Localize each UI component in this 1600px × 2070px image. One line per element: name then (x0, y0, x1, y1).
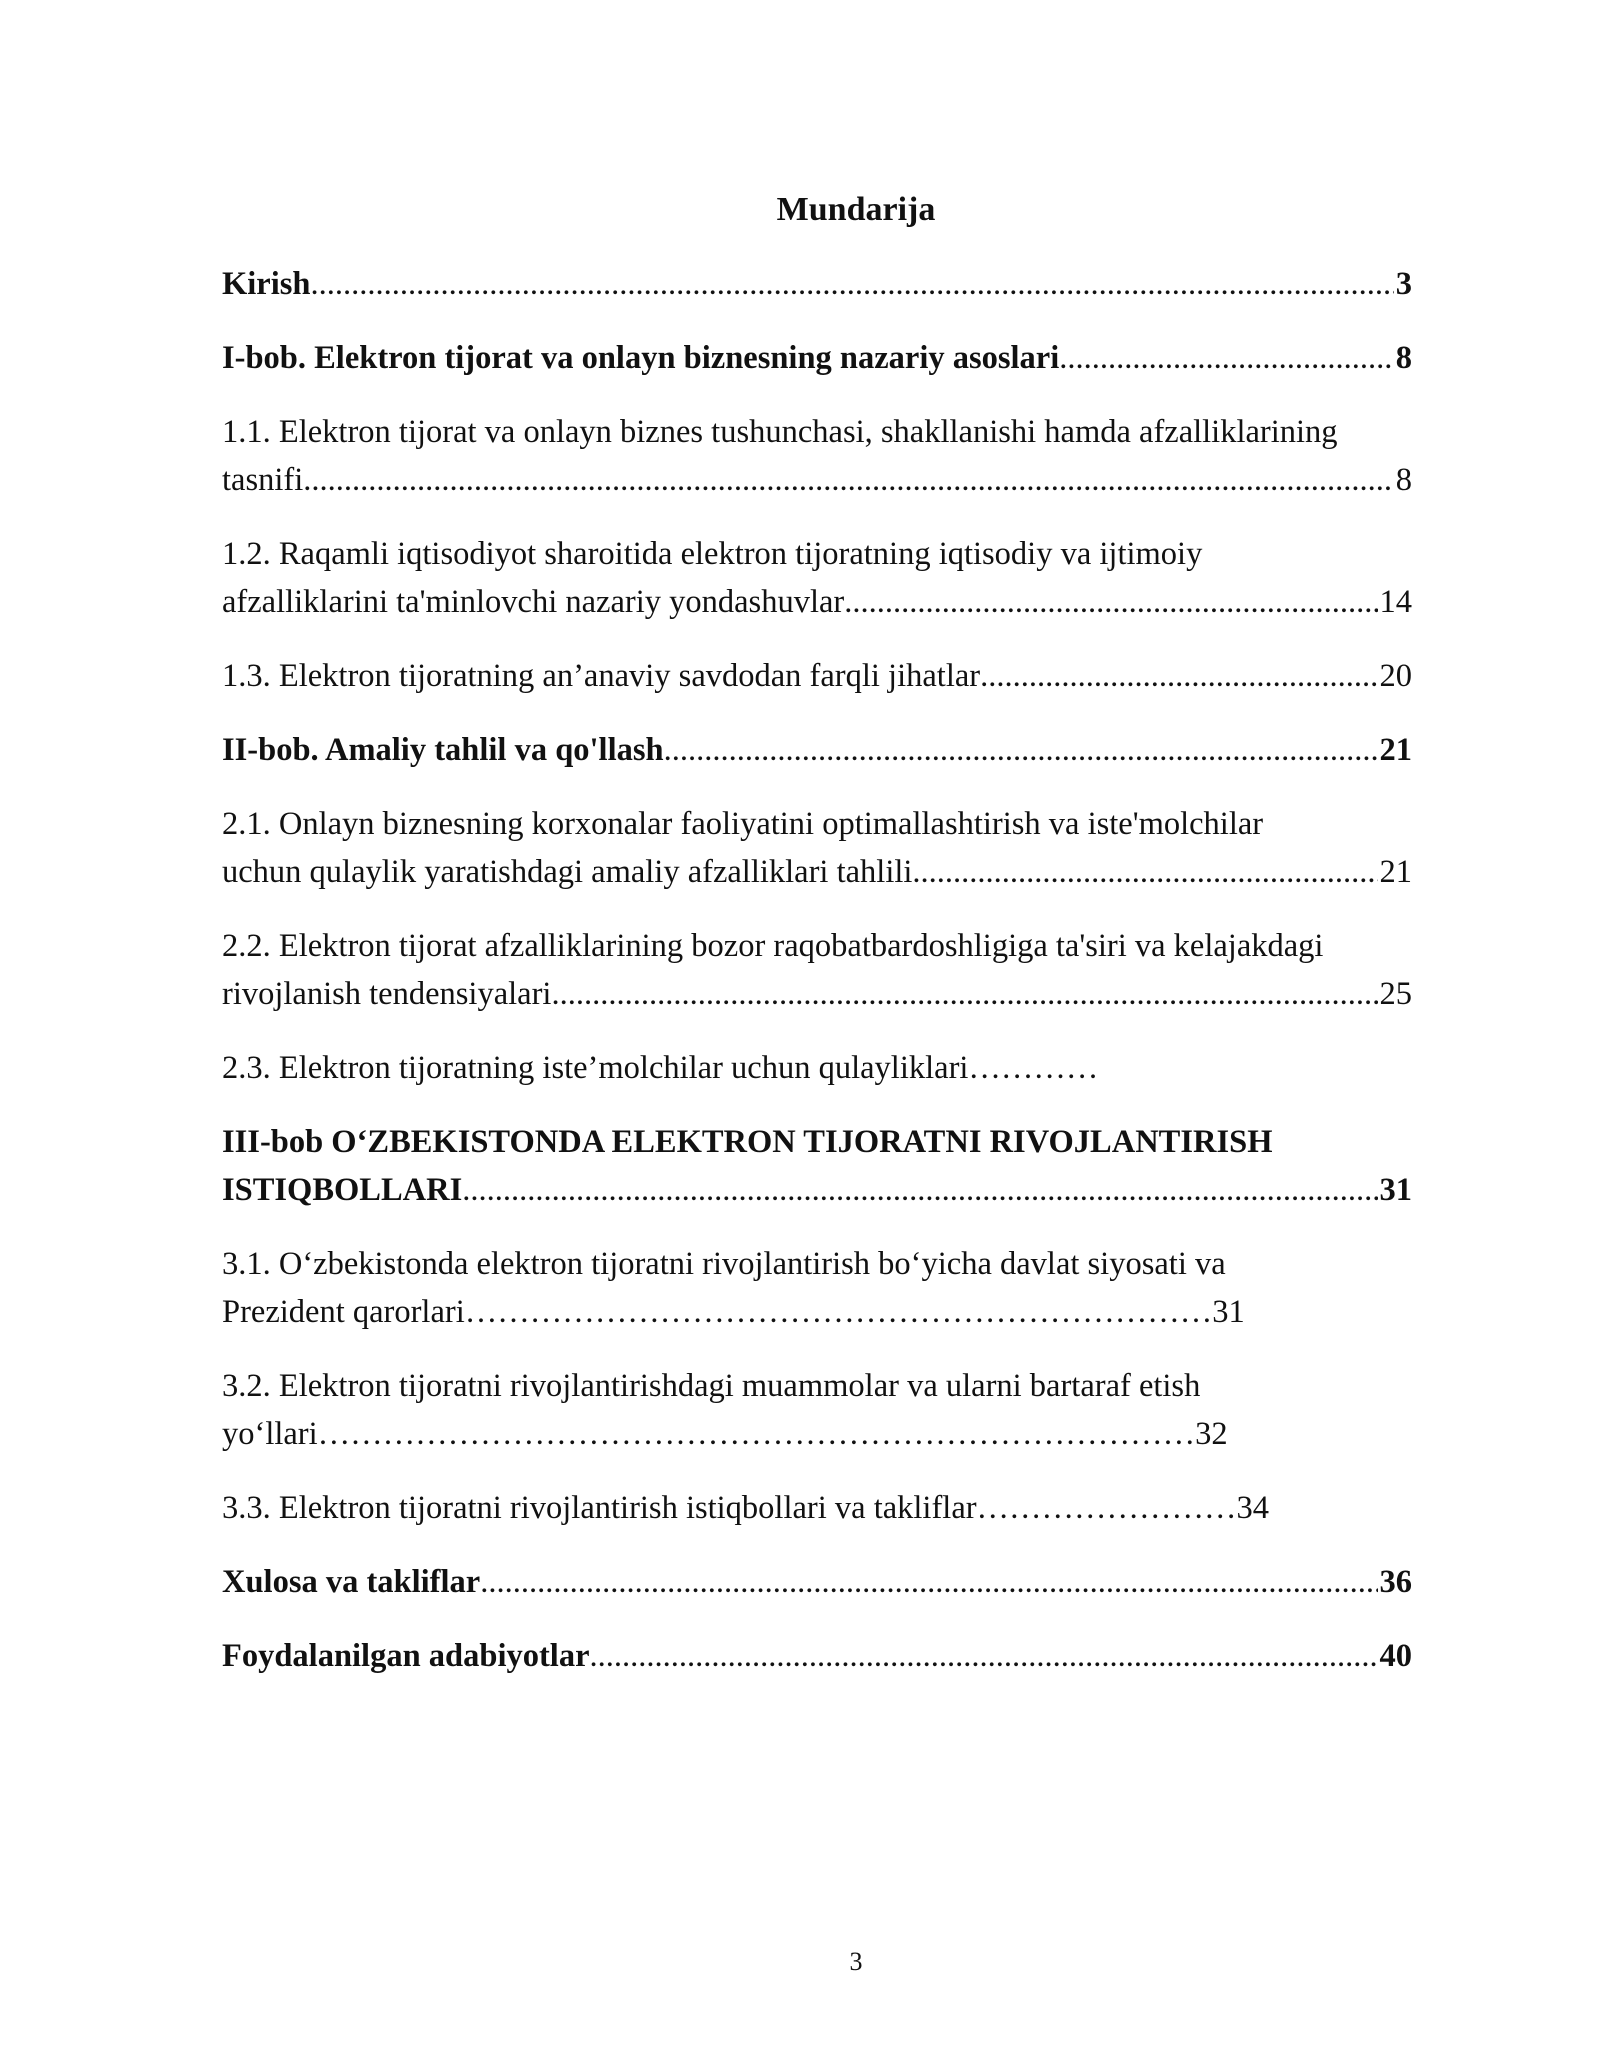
toc-entry-title: 1.3. Elektron tijoratning an’anaviy savdodan farqli jihatlar (222, 658, 981, 694)
toc-entry-title-line: III-bob O‘ZBEKISTONDA ELEKTRON TIJORATNI RIVOJLANTIRISH (222, 1124, 1273, 1160)
toc-entry[interactable] (222, 1044, 1482, 1092)
page-title: Mundarija (776, 191, 936, 228)
toc-entry-title: II-bob. Amaliy tahlil va qo'llash (222, 732, 664, 768)
toc-entry-title: 2.3. Elektron tijoratning iste’molchilar uchun qulayliklari………… (222, 1050, 1099, 1086)
toc-dot-leader (1059, 334, 1393, 382)
toc-page-number: 8 (1395, 462, 1412, 498)
toc-entry-line (222, 726, 1412, 774)
toc-entry-line (222, 260, 1412, 308)
toc-dot-leader (980, 652, 1377, 700)
toc-entry[interactable] (222, 652, 1482, 700)
toc-entry-title-line: 3.2. Elektron tijoratni rivojlantirishdagi muammolar va ularni bartaraf etish (222, 1368, 1201, 1404)
toc-entry-line (222, 456, 1412, 504)
toc-page-number: 21 (1379, 732, 1412, 768)
toc-page-number: 25 (1379, 976, 1412, 1012)
toc-page-number: 40 (1379, 1638, 1412, 1674)
toc-entry[interactable] (222, 408, 1482, 504)
toc-entry[interactable] (222, 1632, 1482, 1680)
toc-entry[interactable] (222, 726, 1482, 774)
toc-entry[interactable] (222, 1362, 1482, 1458)
toc-entry-line (222, 652, 1412, 700)
toc-entry-line (222, 1044, 1482, 1092)
toc-dot-leader (462, 1166, 1377, 1214)
toc-entry-title: Prezident qarorlari……………………………………………………………31 (222, 1294, 1245, 1330)
toc-dot-leader (844, 578, 1377, 626)
toc-entry-line (222, 578, 1412, 626)
toc-page-number: 21 (1379, 854, 1412, 890)
toc-entry-line (222, 334, 1412, 382)
toc-dot-leader (664, 726, 1378, 774)
toc-entry[interactable] (222, 260, 1482, 308)
toc-dot-leader (590, 1632, 1378, 1680)
toc-entry-line (222, 1288, 1482, 1336)
toc-dot-leader (912, 848, 1377, 896)
toc-entry-title: Xulosa va takliflar (222, 1564, 481, 1600)
toc-entry-title: 3.3. Elektron tijoratni rivojlantirish istiqbollari va takliflar……………………34 (222, 1490, 1270, 1526)
toc-entry-title-line: 1.1. Elektron tijorat va onlayn biznes tushunchasi, shakllanishi hamda afzalliklarining (222, 414, 1338, 450)
toc-entry[interactable] (222, 922, 1482, 1018)
toc-entry-line (222, 1558, 1412, 1606)
toc-entry[interactable] (222, 1240, 1482, 1336)
toc-entry-title: Foydalanilgan adabiyotlar (222, 1638, 590, 1674)
toc-entry-line (222, 970, 1412, 1018)
toc-entry-line (222, 1632, 1412, 1680)
toc-entry-title: tasnifi (222, 462, 304, 498)
toc-entry-title: afzalliklarini ta'minlovchi nazariy yondashuvlar (222, 584, 845, 620)
toc-entry-title: Kirish (222, 266, 311, 302)
table-of-contents (222, 260, 1482, 1706)
toc-entry-title: rivojlanish tendensiyalari (222, 976, 552, 1012)
toc-entry[interactable] (222, 1484, 1482, 1532)
toc-entry-line (222, 1484, 1482, 1532)
toc-page-number: 20 (1379, 658, 1412, 694)
toc-entry-title: uchun qulaylik yaratishdagi amaliy afzalliklari tahlili (222, 854, 913, 890)
toc-entry-title: yo‘llari………………………………………………………………………32 (222, 1416, 1228, 1452)
toc-page-number: 31 (1379, 1172, 1412, 1208)
toc-entry[interactable] (222, 800, 1482, 896)
toc-page-number: 8 (1395, 340, 1412, 376)
toc-entry-title-line: 1.2. Raqamli iqtisodiyot sharoitida elektron tijoratning iqtisodiy va ijtimoiy (222, 536, 1203, 572)
toc-dot-leader (480, 1558, 1377, 1606)
toc-page-number: 14 (1379, 584, 1412, 620)
toc-entry[interactable] (222, 1118, 1482, 1214)
toc-dot-leader (551, 970, 1377, 1018)
toc-entry-line (222, 1410, 1482, 1458)
toc-entry-title: ISTIQBOLLARI (222, 1172, 463, 1208)
toc-dot-leader (303, 456, 1394, 504)
toc-dot-leader (311, 260, 1394, 308)
toc-page-number: 3 (1395, 266, 1412, 302)
page-number: 3 (849, 1947, 863, 1976)
toc-entry-title-line: 2.2. Elektron tijorat afzalliklarining bozor raqobatbardoshligiga ta'siri va kelajakdagi (222, 928, 1324, 964)
toc-entry-title: I-bob. Elektron tijorat va onlayn biznesning nazariy asoslari (222, 340, 1060, 376)
toc-entry-line (222, 848, 1412, 896)
toc-entry-title-line: 3.1. O‘zbekistonda elektron tijoratni rivojlantirish bo‘yicha davlat siyosati va (222, 1246, 1226, 1282)
toc-entry[interactable] (222, 1558, 1482, 1606)
toc-entry[interactable] (222, 334, 1482, 382)
toc-page-number: 36 (1379, 1564, 1412, 1600)
toc-entry[interactable] (222, 530, 1482, 626)
toc-entry-line (222, 1166, 1412, 1214)
toc-entry-title-line: 2.1. Onlayn biznesning korxonalar faoliyatini optimallashtirish va iste'molchilar (222, 806, 1264, 842)
